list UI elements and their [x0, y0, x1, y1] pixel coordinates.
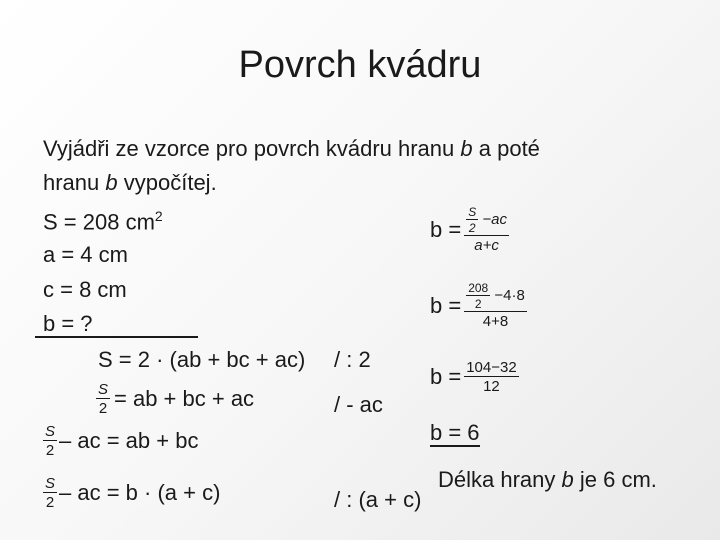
result-final-value: b = 6 [430, 420, 480, 445]
result-simplified-lhs: b = [430, 364, 462, 389]
fraction-denominator: 2 [98, 400, 108, 417]
result-substitution [430, 282, 527, 329]
result-formula-inner-fraction [466, 206, 478, 234]
fraction-numerator: S [45, 423, 56, 440]
equation-4-rest: – ac = b · (a + c) [59, 480, 221, 505]
result-simplified [430, 360, 519, 394]
result-substitution-fraction [464, 282, 527, 329]
equation-1: S = 2 · (ab + bc + ac) [98, 347, 306, 372]
result-simplified-fraction [464, 360, 518, 394]
result-formula-numerator [464, 206, 509, 236]
intro-line-1-post: a poté [472, 136, 540, 161]
equation-3 [43, 424, 198, 458]
result-substitution-lhs: b = [430, 292, 462, 318]
result-substitution-numerator-rest: −4·8 [494, 286, 525, 304]
given-s-value: S = 208 cm [43, 209, 155, 235]
fraction-denominator: 2 [45, 442, 55, 459]
equation-4 [43, 476, 220, 510]
equation-3-fraction [43, 424, 57, 458]
result-substitution-denominator: 4+8 [482, 313, 509, 330]
result-substitution-inner-fraction [466, 282, 490, 310]
intro-var-b-2: b [105, 170, 118, 195]
intro-line-2-post: vypočítej. [117, 170, 217, 195]
result-formula-numerator-rest: −ac [482, 210, 507, 228]
fraction-denominator: 2 [45, 494, 55, 511]
result-simplified-denominator: 12 [483, 378, 500, 395]
inner-denominator: 2 [468, 221, 476, 235]
result-formula [430, 206, 509, 253]
conclusion-var: b [561, 467, 574, 492]
given-underline [35, 336, 198, 338]
intro-line-2 [43, 170, 217, 196]
inner-denominator: 2 [474, 297, 482, 311]
conclusion [438, 467, 657, 493]
fraction-numerator: S [98, 381, 109, 398]
equation-2-fraction [96, 382, 110, 416]
fraction-numerator: S [45, 475, 56, 492]
result-final [430, 420, 480, 446]
operation-1: / : 2 [334, 347, 371, 372]
operation-2: / - ac [334, 392, 383, 417]
page-title: Povrch kvádru [238, 44, 482, 86]
result-formula-lhs: b = [430, 216, 462, 242]
given-s-exponent: 2 [154, 208, 163, 224]
equation-2-rest: = ab + bc + ac [114, 386, 255, 411]
intro-line-2-pre: hranu [43, 170, 106, 195]
result-substitution-numerator [464, 282, 527, 312]
given-c: c = 8 cm [43, 277, 127, 302]
given-s [43, 208, 163, 235]
result-formula-denominator: a+c [474, 237, 499, 254]
result-simplified-numerator: 104−32 [466, 359, 517, 376]
inner-numerator: S [468, 205, 477, 219]
equation-2 [96, 382, 254, 416]
given-b: b = ? [43, 311, 93, 336]
intro-var-b: b [460, 136, 473, 161]
intro-line-1-pre: Vyjádři ze vzorce pro povrch kvádru hranu [43, 136, 461, 161]
equation-3-rest: – ac = ab + bc [59, 428, 199, 453]
intro-line-1 [43, 136, 540, 162]
conclusion-post: je 6 cm. [573, 467, 657, 492]
conclusion-pre: Délka hrany [438, 467, 562, 492]
result-formula-fraction [464, 206, 509, 253]
given-a: a = 4 cm [43, 242, 128, 267]
inner-numerator: 208 [468, 281, 489, 295]
operation-3: / : (a + c) [334, 487, 422, 512]
equation-4-fraction [43, 476, 57, 510]
